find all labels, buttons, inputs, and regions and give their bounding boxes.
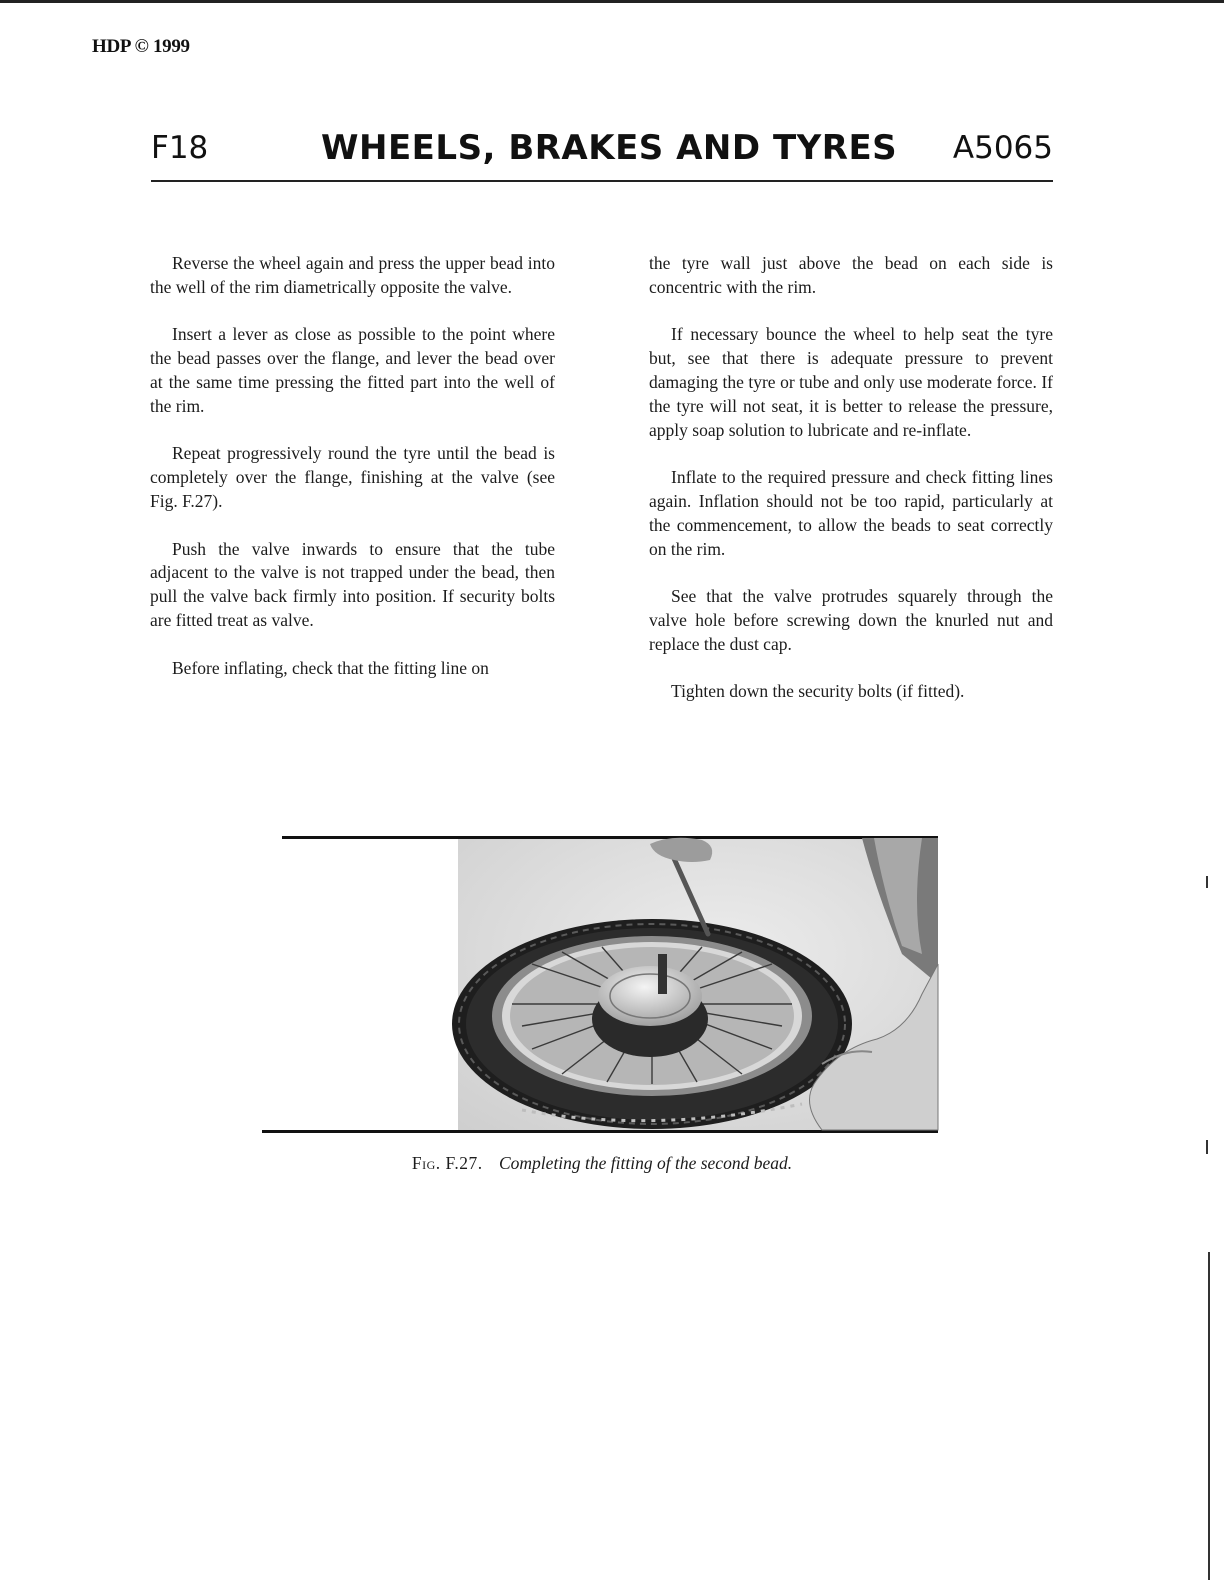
- scan-edge-mark: [1206, 1140, 1208, 1154]
- paragraph: If necessary bounce the wheel to help seat the tyre but, see that there is adequate pressure to prevent damaging the tyre or tube and only use moderate force. If the tyre will not seat, it is better to release the pressure, apply soap solution to lubricate and re-inflate.: [649, 324, 1053, 440]
- paragraph: Repeat progressively round the tyre until the bead is completely over the flange, finishing at the valve (see Fig. F.27).: [150, 443, 555, 511]
- figure-label: Fig. F.27.: [411, 1153, 483, 1173]
- paragraph: Tighten down the security bolts (if fitted).: [671, 681, 965, 702]
- right-column: [649, 252, 1053, 728]
- top-border-rule: [0, 0, 1224, 3]
- paragraph: Inflate to the required pressure and check fitting lines again. Inflation should not be too rapid, particularly at the commencement, to allow the beads to seat correctly on the rim.: [649, 467, 1053, 559]
- page-title: WHEELS, BRAKES AND TYRES: [321, 128, 898, 168]
- paragraph: See that the valve protrudes squarely through the valve hole before screwing down the knurled nut and replace the dust cap.: [649, 586, 1053, 654]
- publisher-mark: HDP © 1999: [92, 36, 190, 57]
- figure-caption-text: Completing the fitting of the second bead.: [499, 1153, 793, 1173]
- page-header: [151, 126, 1053, 182]
- scan-edge-mark: [1208, 1252, 1210, 1580]
- figure-photo-wheel-tyre: [262, 834, 942, 1136]
- paragraph: Insert a lever as close as possible to the point where the bead passes over the flange, and lever the bead over at the same time pressing the fitted part into the well of the rim.: [150, 324, 555, 416]
- figure-caption: [262, 1153, 942, 1174]
- paragraph: Before inflating, check that the fitting line on: [172, 657, 489, 678]
- document-code: A5065: [952, 130, 1053, 166]
- paragraph: Reverse the wheel again and press the upper bead into the well of the rim diametrically opposite the valve.: [150, 253, 555, 297]
- scan-edge-mark: [1206, 876, 1208, 888]
- left-column: [150, 252, 555, 704]
- paragraph: Push the valve inwards to ensure that the tube adjacent to the valve is not trapped under the bead, then pull the valve back firmly into position. If security bolts are fitted treat as valve.: [150, 538, 555, 630]
- section-number: F18: [151, 130, 209, 166]
- paragraph: the tyre wall just above the bead on each side is concentric with the rim.: [649, 253, 1053, 297]
